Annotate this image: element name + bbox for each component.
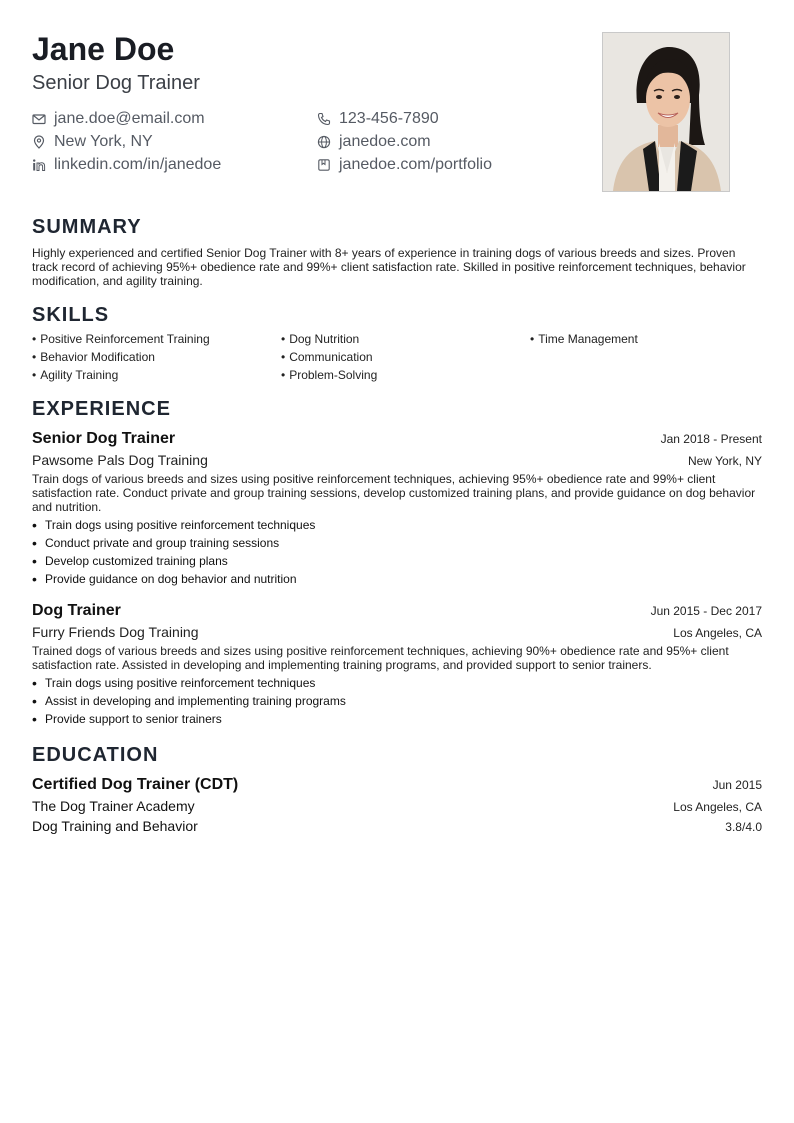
contact-website-text: janedoe.com xyxy=(339,133,431,150)
job-date: Jan 2018 - Present xyxy=(660,432,762,446)
contact-phone[interactable] xyxy=(317,108,577,130)
job-title: Dog Trainer xyxy=(32,602,121,619)
job-bullets xyxy=(32,676,762,726)
education-field: Dog Training and Behavior xyxy=(32,818,198,834)
globe-icon xyxy=(317,135,331,149)
contact-location xyxy=(32,131,317,153)
education-date: Jun 2015 xyxy=(712,778,762,792)
education-gpa: 3.8/4.0 xyxy=(725,820,762,834)
summary-text: Highly experienced and certified Senior Dog Trainer with 8+ years of experience in training dogs of various breeds and sizes. Proven track record of achieving 95%+ obedience rate and 99%+ client satisfaction rate. Skilled in positive reinforcement techniques, behavior modification, and agility training. xyxy=(32,246,746,288)
job-location: New York, NY xyxy=(687,454,762,468)
email-icon xyxy=(32,112,46,126)
job-entry xyxy=(32,428,762,586)
profile-photo xyxy=(602,32,730,192)
skills-heading: SKILLS xyxy=(32,304,110,326)
education-heading: EDUCATION xyxy=(32,744,159,766)
education-location: Los Angeles, CA xyxy=(673,800,762,814)
education-degree: Certified Dog Trainer (CDT) xyxy=(32,776,239,793)
summary-section xyxy=(32,214,762,288)
experience-section xyxy=(32,396,762,726)
contact-phone-text: 123-456-7890 xyxy=(339,110,439,127)
job-location: Los Angeles, CA xyxy=(673,626,762,640)
job-bullet: • Assist in developing and implementing training programs xyxy=(32,693,346,709)
job-company: Pawsome Pals Dog Training xyxy=(32,452,208,468)
resume-header xyxy=(32,30,762,200)
contact-website[interactable] xyxy=(317,131,577,153)
skill-item: • Behavior Modification xyxy=(32,350,155,364)
experience-heading: EXPERIENCE xyxy=(32,398,171,420)
job-bullets xyxy=(32,518,762,586)
education-section xyxy=(32,742,762,836)
job-description: Train dogs of various breeds and sizes using positive reinforcement techniques, achieving 95%+ obedience rate and 99%+ client satisfaction rate. Conduct private and group training sessions, develop customized training plans, and provide guidance on dog behavior and nutrition. xyxy=(32,472,756,514)
contact-email-text: jane.doe@email.com xyxy=(54,110,205,127)
job-bullet: • Provide support to senior trainers xyxy=(32,711,222,727)
skill-item: • Agility Training xyxy=(32,368,119,382)
job-bullet: • Train dogs using positive reinforcement techniques xyxy=(32,675,316,691)
job-bullet: • Train dogs using positive reinforcement techniques xyxy=(32,517,316,533)
skill-item: • Dog Nutrition xyxy=(281,332,360,346)
job-bullet: • Provide guidance on dog behavior and nutrition xyxy=(32,571,297,587)
contact-portfolio-text: janedoe.com/portfolio xyxy=(339,156,492,173)
summary-heading: SUMMARY xyxy=(32,216,142,238)
skill-item: • Problem-Solving xyxy=(281,368,378,382)
contact-linkedin-text: linkedin.com/in/janedoe xyxy=(54,156,222,173)
job-entry xyxy=(32,600,762,726)
candidate-name: Jane Doe xyxy=(32,31,175,67)
skill-item-empty xyxy=(530,350,762,364)
job-title: Senior Dog Trainer xyxy=(32,430,176,447)
contact-email[interactable] xyxy=(32,108,317,130)
contact-location-text: New York, NY xyxy=(54,133,153,150)
job-company: Furry Friends Dog Training xyxy=(32,624,199,640)
skill-item: • Time Management xyxy=(530,332,638,346)
education-school: The Dog Trainer Academy xyxy=(32,798,195,814)
phone-icon xyxy=(317,112,331,126)
job-bullet: • Develop customized training plans xyxy=(32,553,228,569)
skill-item: • Positive Reinforcement Training xyxy=(32,332,210,346)
linkedin-icon xyxy=(32,158,46,172)
job-date: Jun 2015 - Dec 2017 xyxy=(650,604,762,618)
skills-section xyxy=(32,302,762,382)
portfolio-icon xyxy=(317,158,331,172)
contact-linkedin[interactable] xyxy=(32,154,317,176)
job-bullet: • Conduct private and group training sessions xyxy=(32,535,280,551)
skills-list xyxy=(32,332,762,382)
job-description: Trained dogs of various breeds and sizes using positive reinforcement techniques, achieving 90%+ obedience rate and 95%+ client satisfaction rate. Assisted in developing and implementing training programs, and provided support to senior trainers. xyxy=(32,644,729,672)
contact-portfolio[interactable] xyxy=(317,154,577,176)
candidate-title: Senior Dog Trainer xyxy=(32,72,200,94)
skill-item: • Communication xyxy=(281,350,373,364)
location-icon xyxy=(32,135,46,149)
